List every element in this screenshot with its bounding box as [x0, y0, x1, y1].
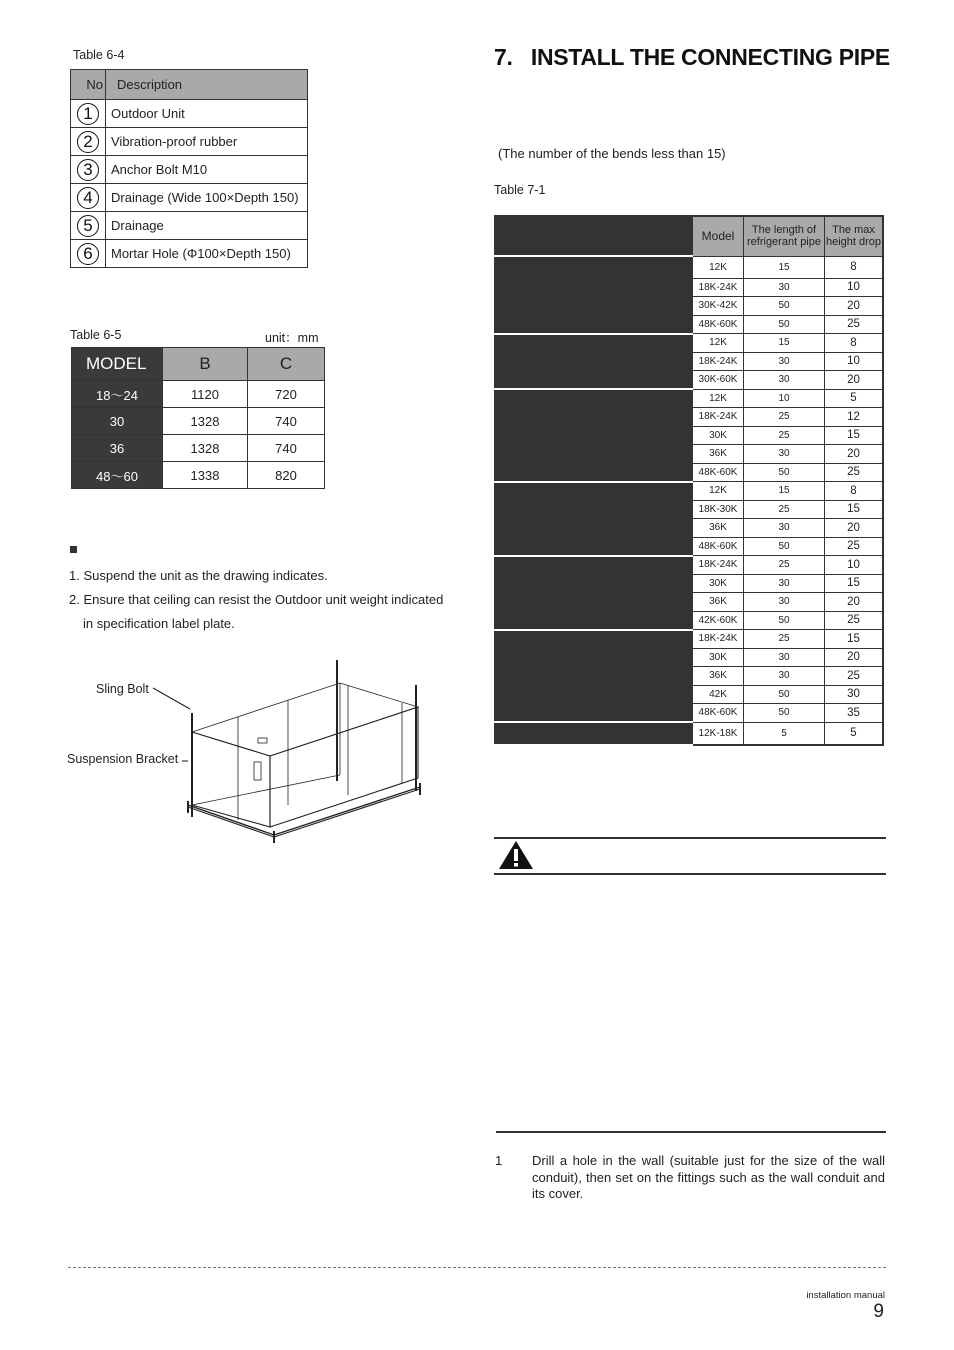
group-block	[495, 630, 693, 723]
pipe-length-cell: 50	[744, 315, 825, 334]
table-6-4-caption: Table 6-4	[73, 48, 125, 62]
step-2-text: 2. Ensure that ceiling can resist the Outdoor unit weight indicated	[69, 592, 444, 607]
row-description: Mortar Hole (Φ100×Depth 150)	[106, 240, 308, 268]
table-row	[72, 408, 325, 435]
table-row	[495, 630, 883, 649]
pipe-length-cell: 30	[744, 371, 825, 390]
row-number-cell	[71, 212, 106, 240]
height-drop-cell: 20	[825, 519, 884, 538]
table-row	[71, 100, 308, 128]
height-drop-cell: 25	[825, 611, 884, 630]
table-row	[495, 722, 883, 745]
table-row	[495, 482, 883, 501]
height-drop-cell: 25	[825, 315, 884, 334]
table-row	[71, 240, 308, 268]
pipe-length-cell: 30	[744, 648, 825, 667]
table-7-1	[494, 215, 884, 746]
pipe-length-cell: 25	[744, 630, 825, 649]
pipe-length-cell: 25	[744, 556, 825, 575]
row-number-circle: 6	[77, 243, 99, 265]
model-cell: 12K	[693, 334, 744, 353]
pipe-length-cell: 30	[744, 519, 825, 538]
height-drop-cell: 15	[825, 426, 884, 445]
wall-step-number: 1	[495, 1153, 503, 1168]
col-model-header: MODEL	[72, 348, 163, 381]
wall-step-text: Drill a hole in the wall (suitable just for the size of the wall conduit), then set on the fittings such as the wall conduit and its cover.	[532, 1153, 885, 1201]
height-drop-cell: 8	[825, 256, 884, 278]
pipe-length-cell: 30	[744, 593, 825, 612]
col-height-drop-header: The max height drop	[825, 216, 884, 256]
height-drop-cell: 15	[825, 630, 884, 649]
pipe-length-cell: 50	[744, 297, 825, 316]
model-cell: 48K-60K	[693, 315, 744, 334]
table-row	[71, 156, 308, 184]
step-1-text: 1. Suspend the unit as the drawing indicates.	[69, 568, 328, 583]
model-cell: 36	[72, 435, 163, 462]
row-description: Drainage (Wide 100×Depth 150)	[106, 184, 308, 212]
row-description: Vibration-proof rubber	[106, 128, 308, 156]
col-c-header: C	[248, 348, 325, 381]
col-pipe-length-header: The length of refrigerant pipe	[744, 216, 825, 256]
height-drop-cell: 20	[825, 297, 884, 316]
footer-dashed-rule	[68, 1267, 886, 1268]
height-drop-cell: 35	[825, 704, 884, 723]
model-cell: 48～60	[72, 462, 163, 489]
pipe-length-cell: 50	[744, 611, 825, 630]
row-number-circle: 4	[77, 187, 99, 209]
pipe-length-cell: 30	[744, 278, 825, 297]
group-block	[495, 256, 693, 334]
section-title: 7. INSTALL THE CONNECTING PIPE	[494, 44, 890, 70]
pipe-length-cell: 10	[744, 389, 825, 408]
sling-bolt-label: Sling Bolt	[96, 682, 149, 696]
pipe-length-cell: 25	[744, 500, 825, 519]
model-cell: 18K-30K	[693, 500, 744, 519]
table-row	[71, 212, 308, 240]
row-number-cell	[71, 184, 106, 212]
model-cell: 12K	[693, 389, 744, 408]
model-cell: 30K	[693, 426, 744, 445]
model-cell: 18K-24K	[693, 408, 744, 427]
warning-bottom-rule	[494, 873, 886, 875]
row-number-cell	[71, 156, 106, 184]
table-row	[72, 381, 325, 408]
col-model-header: Model	[693, 216, 744, 256]
model-cell: 30	[72, 408, 163, 435]
c-value-cell: 820	[248, 462, 325, 489]
model-cell: 12K	[693, 256, 744, 278]
pipe-length-cell: 5	[744, 722, 825, 745]
model-cell: 30K	[693, 574, 744, 593]
model-cell: 18～24	[72, 381, 163, 408]
b-value-cell: 1328	[163, 408, 248, 435]
pipe-length-cell: 25	[744, 426, 825, 445]
row-number-cell	[71, 100, 106, 128]
model-cell: 36K	[693, 519, 744, 538]
unit-suspension-diagram	[150, 655, 440, 845]
height-drop-cell: 5	[825, 389, 884, 408]
pipe-length-cell: 25	[744, 408, 825, 427]
group-block	[495, 556, 693, 630]
group-block	[495, 722, 693, 745]
bends-note: (The number of the bends less than 15)	[498, 146, 726, 161]
table-row	[72, 435, 325, 462]
table-6-5	[71, 347, 325, 489]
step-2-continued-text: in specification label plate.	[83, 616, 235, 631]
pipe-length-cell: 50	[744, 704, 825, 723]
table-row	[495, 256, 883, 278]
row-number-circle: 1	[77, 103, 99, 125]
table-row	[495, 389, 883, 408]
row-description: Drainage	[106, 212, 308, 240]
height-drop-cell: 25	[825, 537, 884, 556]
pipe-length-cell: 15	[744, 334, 825, 353]
height-drop-cell: 10	[825, 556, 884, 575]
table-row	[495, 556, 883, 575]
group-block	[495, 334, 693, 390]
model-cell: 12K	[693, 482, 744, 501]
table-row	[71, 184, 308, 212]
model-cell: 48K-60K	[693, 537, 744, 556]
table-row	[495, 334, 883, 353]
height-drop-cell: 20	[825, 648, 884, 667]
row-description: Anchor Bolt M10	[106, 156, 308, 184]
model-cell: 36K	[693, 593, 744, 612]
table-row	[71, 128, 308, 156]
footer-label: installation manual	[806, 1290, 885, 1301]
model-cell: 48K-60K	[693, 704, 744, 723]
model-cell: 36K	[693, 667, 744, 686]
pipe-length-cell: 15	[744, 482, 825, 501]
table-row	[72, 462, 325, 489]
pipe-length-cell: 50	[744, 463, 825, 482]
height-drop-cell: 10	[825, 278, 884, 297]
height-drop-cell: 30	[825, 685, 884, 704]
model-cell: 42K-60K	[693, 611, 744, 630]
warning-top-rule	[494, 837, 886, 839]
b-value-cell: 1328	[163, 435, 248, 462]
height-drop-cell: 20	[825, 445, 884, 464]
row-number-circle: 5	[77, 215, 99, 237]
height-drop-cell: 5	[825, 722, 884, 745]
table-6-5-caption: Table 6-5	[70, 328, 122, 342]
height-drop-cell: 20	[825, 371, 884, 390]
c-value-cell: 720	[248, 381, 325, 408]
b-value-cell: 1338	[163, 462, 248, 489]
group-block	[495, 389, 693, 482]
suspension-bracket-label: Suspension Bracket	[67, 752, 179, 766]
pipe-length-cell: 50	[744, 685, 825, 704]
model-cell: 12K-18K	[693, 722, 744, 745]
row-number-circle: 3	[77, 159, 99, 181]
model-cell: 18K-24K	[693, 278, 744, 297]
row-number-cell	[71, 240, 106, 268]
height-drop-cell: 15	[825, 500, 884, 519]
table-6-5-unit: unit：mm	[265, 331, 319, 345]
model-cell: 18K-24K	[693, 352, 744, 371]
pipe-length-cell: 30	[744, 445, 825, 464]
step-divider-rule	[496, 1131, 886, 1133]
c-value-cell: 740	[248, 435, 325, 462]
pipe-length-cell: 30	[744, 352, 825, 371]
pipe-length-cell: 30	[744, 574, 825, 593]
col-description-header: Description	[106, 70, 308, 100]
height-drop-cell: 25	[825, 667, 884, 686]
row-number-cell	[71, 128, 106, 156]
model-cell: 36K	[693, 445, 744, 464]
model-cell: 18K-24K	[693, 630, 744, 649]
height-drop-cell: 8	[825, 482, 884, 501]
table-6-4	[70, 69, 308, 268]
col-no-header: No	[71, 70, 106, 100]
b-value-cell: 1120	[163, 381, 248, 408]
row-number-circle: 2	[77, 131, 99, 153]
table-7-1-corner	[495, 216, 693, 256]
bullet-square	[70, 546, 77, 553]
pipe-length-cell: 30	[744, 667, 825, 686]
height-drop-cell: 12	[825, 408, 884, 427]
c-value-cell: 740	[248, 408, 325, 435]
model-cell: 30K-42K	[693, 297, 744, 316]
height-drop-cell: 8	[825, 334, 884, 353]
model-cell: 30K-60K	[693, 371, 744, 390]
table-7-1-caption: Table 7-1	[494, 183, 546, 197]
model-cell: 30K	[693, 648, 744, 667]
height-drop-cell: 15	[825, 574, 884, 593]
model-cell: 18K-24K	[693, 556, 744, 575]
page-number: 9	[873, 1301, 884, 1322]
model-cell: 42K	[693, 685, 744, 704]
pipe-length-cell: 50	[744, 537, 825, 556]
height-drop-cell: 25	[825, 463, 884, 482]
pipe-length-cell: 15	[744, 256, 825, 278]
row-description: Outdoor Unit	[106, 100, 308, 128]
model-cell: 48K-60K	[693, 463, 744, 482]
group-block	[495, 482, 693, 556]
height-drop-cell: 10	[825, 352, 884, 371]
warning-icon	[498, 840, 534, 870]
col-b-header: B	[163, 348, 248, 381]
height-drop-cell: 20	[825, 593, 884, 612]
